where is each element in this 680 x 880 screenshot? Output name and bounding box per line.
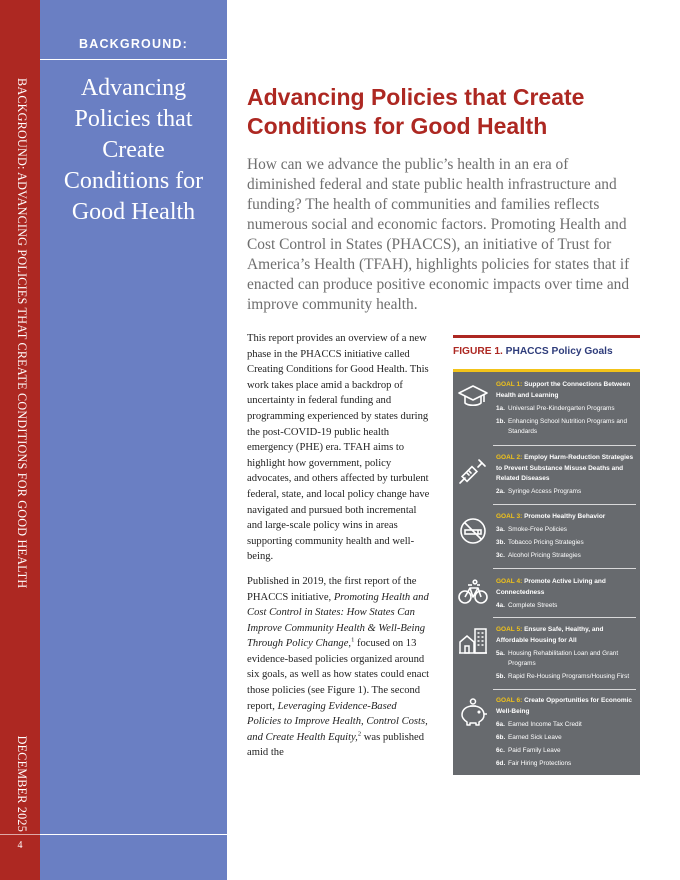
figure-number: FIGURE 1. [453,346,503,357]
goal-3-title: Promote Healthy Behavior [524,513,606,520]
goal-2-label: GOAL 2: [496,454,523,461]
goal-5-label: GOAL 5: [496,626,523,633]
body-paragraph-2 [247,574,432,761]
item-text: Paid Family Leave [508,746,561,754]
sidebar-section-title: Advancing Policies that Create Conditions for Good Health [63,75,204,225]
side-spine [0,0,40,880]
item-code: 3b. [496,539,506,546]
no-smoking-icon [457,516,489,546]
item-code: 5b. [496,673,506,680]
goal-3-label: GOAL 3: [496,513,523,520]
goal-divider [493,445,636,446]
policy-goals-figure [453,369,640,775]
item-text: Enhancing School Nutrition Programs and Standards [508,417,628,435]
item-code: 2a. [496,488,505,495]
spine-date: DECEMBER 2025 [15,735,29,832]
body-text-column [247,331,432,770]
item-code: 6a. [496,720,505,728]
body-text-run: focused on 13 evidence-based policies organized around six goals, as well as how states could enact those policies (see Figure 1). The second report, [247,638,430,712]
goal-2-title: Employ Harm-Reduction Strategies to Prevent Substance Misuse Deaths and Related Diseases [496,454,634,482]
item-code: 1a. [496,404,505,412]
goal-item [496,417,637,438]
item-code: 3a. [496,526,505,533]
item-text: Alcohol Pricing Strategies [508,552,581,559]
piggy-bank-icon [457,698,489,728]
goal-4-label: GOAL 4: [496,578,523,585]
intro-paragraph: How can we advance the public’s health in an era of diminished federal and state public health infrastructure and funding? The health of communities and families reflects numerous social and economic factors. Promoting Health and Cost Control in States (PHACCS), an initiative of Trust for America’s Health (TFAH), highlights policies for states that if enacted can produce positive economic impacts over time and improve community health. [247,156,630,313]
item-text: Tobacco Pricing Strategies [508,539,584,546]
footnote-ref-2: 2 [357,730,362,738]
goal-item [496,746,637,757]
sidebar-bottom-divider [40,834,227,835]
item-text: Smoke-Free Policies [508,526,567,533]
report-title-2: Leveraging Evidence-Based Policies to Improve Health, Control Costs, and Create Health Equity, [247,700,428,743]
goal-divider [493,617,636,618]
goal-item [496,551,637,562]
item-text: Housing Rehabilitation Loan and Grant Programs [508,649,619,667]
item-text: Earned Income Tax Credit [508,720,582,728]
goal-2 [496,453,637,498]
goal-item [496,720,637,731]
spine-divider [0,834,40,835]
goal-1-title: Support the Connections Between Health and Learning [496,381,631,399]
item-code: 1b. [496,417,506,425]
goal-4 [496,577,637,611]
item-text: Universal Pre-Kindergarten Programs [508,404,615,412]
item-code: 6b. [496,733,506,741]
footnote-ref-1: 1 [351,636,355,644]
body-paragraph-1: This report provides an overview of a new phase in the PHACCS initiative called Creating Conditions for Good Health. This work takes place amid a backdrop of uncertainty in federal funding and programming experienced by states during the post-COVID-19 public health emergency (PHE) era. TFAH aims to highlight how government, policy advocates, and others affected by turbulent federal, state, and local policy change have navigated and pursued both incremental and large-scale policy wins in areas supporting community health and well-being. [247,333,430,563]
report-title-1: Promoting Health and Cost Control in States: How States Can Improve Community Health & Well-Being Through Policy Change, [247,591,429,650]
section-sidebar [40,0,227,880]
goal-1-label: GOAL 1: [496,381,523,388]
goal-6 [496,696,637,769]
goal-divider [493,504,636,505]
goal-item [496,487,637,498]
body-text-run: was published amid the [247,731,425,759]
item-text: Complete Streets [508,601,558,609]
goal-5-title: Ensure Safe, Healthy, and Affordable Housing for All [496,626,604,644]
goal-item [496,404,637,415]
spine-section-title: BACKGROUND: ADVANCING POLICIES THAT CREATE CONDITIONS FOR GOOD HEALTH [15,78,29,589]
sidebar-section-label: BACKGROUND: [78,37,189,51]
figure-title: PHACCS Policy Goals [505,346,613,357]
goal-1 [496,380,637,438]
spine-running-header [14,78,29,832]
goal-4-title: Promote Active Living and Connectedness [496,578,606,596]
graduation-cap-icon [457,382,489,412]
bicycle-icon [457,577,489,607]
figure-caption [453,346,640,357]
item-code: 4a. [496,601,505,609]
goal-divider [493,689,636,690]
goal-item [496,672,637,683]
goal-6-label: GOAL 6: [496,697,523,704]
housing-icon [457,625,489,655]
goal-item [496,601,637,612]
sidebar-divider [40,59,227,60]
figure-top-rule [453,335,640,338]
body-text-run: Published in 2019, the first report of the PHACCS initiative, [247,575,417,603]
item-code: 5a. [496,649,505,657]
goal-item [496,759,637,770]
item-code: 3c. [496,552,505,559]
item-code: 6d. [496,759,506,767]
goal-6-title: Create Opportunities for Economic Well-Being [496,697,633,715]
goal-divider [493,568,636,569]
goal-item [496,525,637,536]
item-text: Syringe Access Programs [508,488,582,495]
item-text: Fair Hiring Protections [508,759,572,767]
page-title: Advancing Policies that Create Conditions for Good Health [247,84,585,139]
item-code: 6c. [496,746,505,754]
goal-5 [496,625,637,683]
goal-3 [496,512,637,562]
item-text: Rapid Re-Housing Programs/Housing First [508,673,630,680]
syringe-icon [457,456,489,486]
goal-item [496,538,637,549]
goal-item [496,733,637,744]
goal-item [496,649,637,670]
page-number: 4 [17,840,23,851]
item-text: Earned Sick Leave [508,733,562,741]
